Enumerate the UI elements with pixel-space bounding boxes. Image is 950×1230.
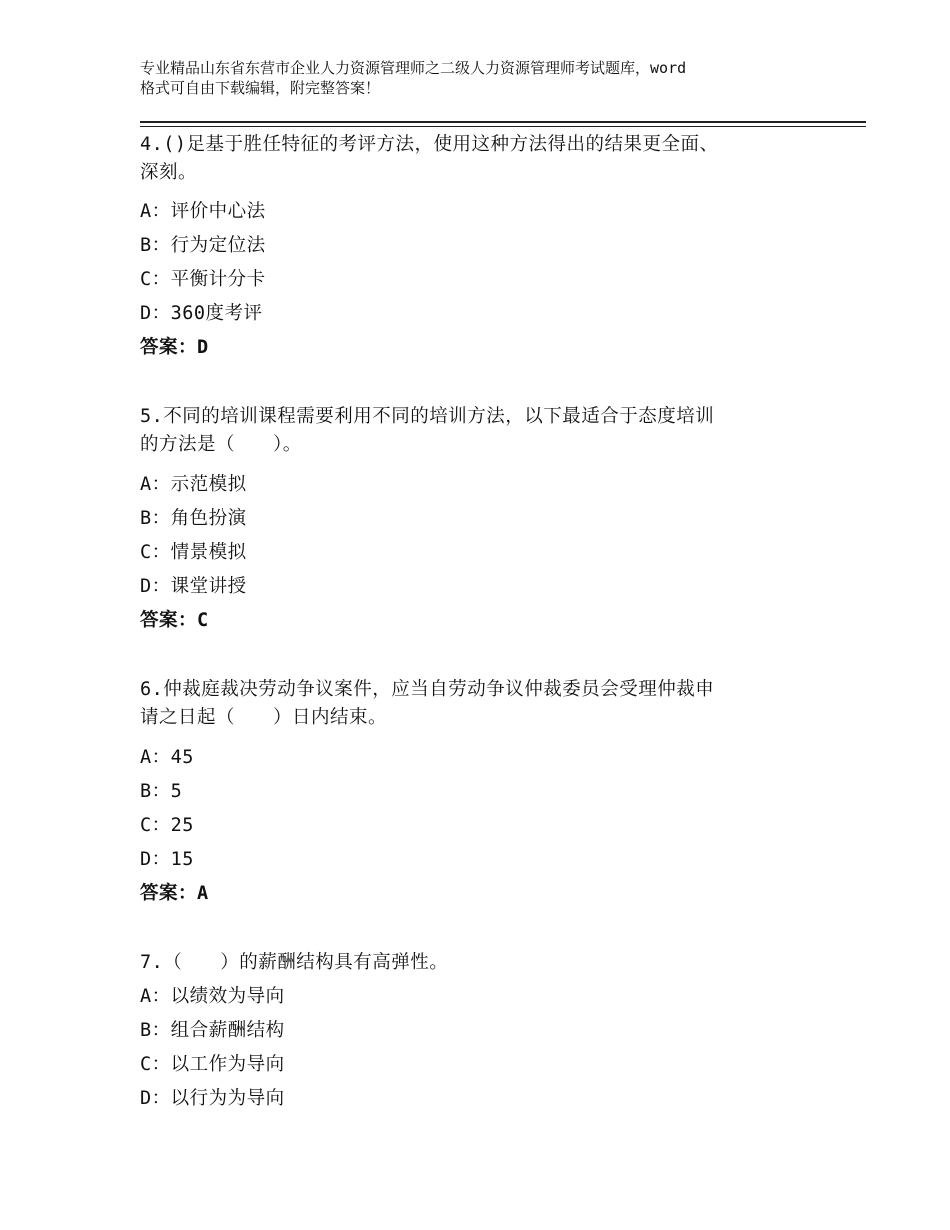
question-stem-line-1: 5.不同的培训课程需要利用不同的培训方法，以下最适合于态度培训: [140, 406, 715, 427]
option-c: C：平衡计分卡: [140, 269, 266, 290]
option-a: A：以绩效为导向: [140, 986, 285, 1007]
option-d: D：课堂讲授: [140, 576, 247, 597]
question-5: [140, 403, 840, 459]
question-stem-line-2: 深刻。: [140, 162, 198, 183]
question-stem-line-1: 4.()足基于胜任特征的考评方法，使用这种方法得出的结果更全面、: [140, 134, 719, 155]
option-d: D：15: [140, 849, 194, 870]
header-rule-thick: [140, 121, 866, 123]
option-d: D：360度考评: [140, 303, 263, 324]
option-a: A：评价中心法: [140, 201, 266, 222]
question-4-options: [140, 198, 840, 368]
option-c: C：以工作为导向: [140, 1054, 285, 1075]
question-7: [140, 949, 840, 977]
question-6: [140, 676, 840, 732]
header-line-2: 格式可自由下载编辑，附完整答案！: [140, 79, 381, 97]
question-5-options: [140, 471, 840, 641]
question-stem-line-1: 7.（ ）的薪酬结构具有高弹性。: [140, 952, 449, 973]
question-stem-line-2: 请之日起（ ）日内结束。: [140, 707, 388, 728]
option-b: B：组合薪酬结构: [140, 1020, 285, 1041]
header-line-1: 专业精品山东省东营市企业人力资源管理师之二级人力资源管理师考试题库，word: [140, 59, 687, 77]
option-a: A：45: [140, 747, 194, 768]
question-stem-line-1: 6.仲裁庭裁决劳动争议案件，应当自劳动争议仲裁委员会受理仲裁申: [140, 679, 715, 700]
option-b: B：行为定位法: [140, 235, 266, 256]
question-4: [140, 131, 840, 187]
answer: 答案：D: [140, 337, 209, 358]
document-header: [140, 58, 840, 98]
option-c: C：25: [140, 815, 194, 836]
question-stem-line-2: 的方法是（ ）。: [140, 434, 302, 455]
answer: 答案：A: [140, 883, 209, 904]
option-d: D：以行为为导向: [140, 1088, 285, 1109]
question-7-options: [140, 983, 840, 1119]
answer: 答案：C: [140, 610, 209, 631]
option-b: B：角色扮演: [140, 508, 247, 529]
option-a: A：示范模拟: [140, 474, 247, 495]
header-rule-thin: [140, 126, 866, 127]
option-b: B：5: [140, 781, 183, 802]
question-6-options: [140, 744, 840, 914]
option-c: C：情景模拟: [140, 542, 247, 563]
